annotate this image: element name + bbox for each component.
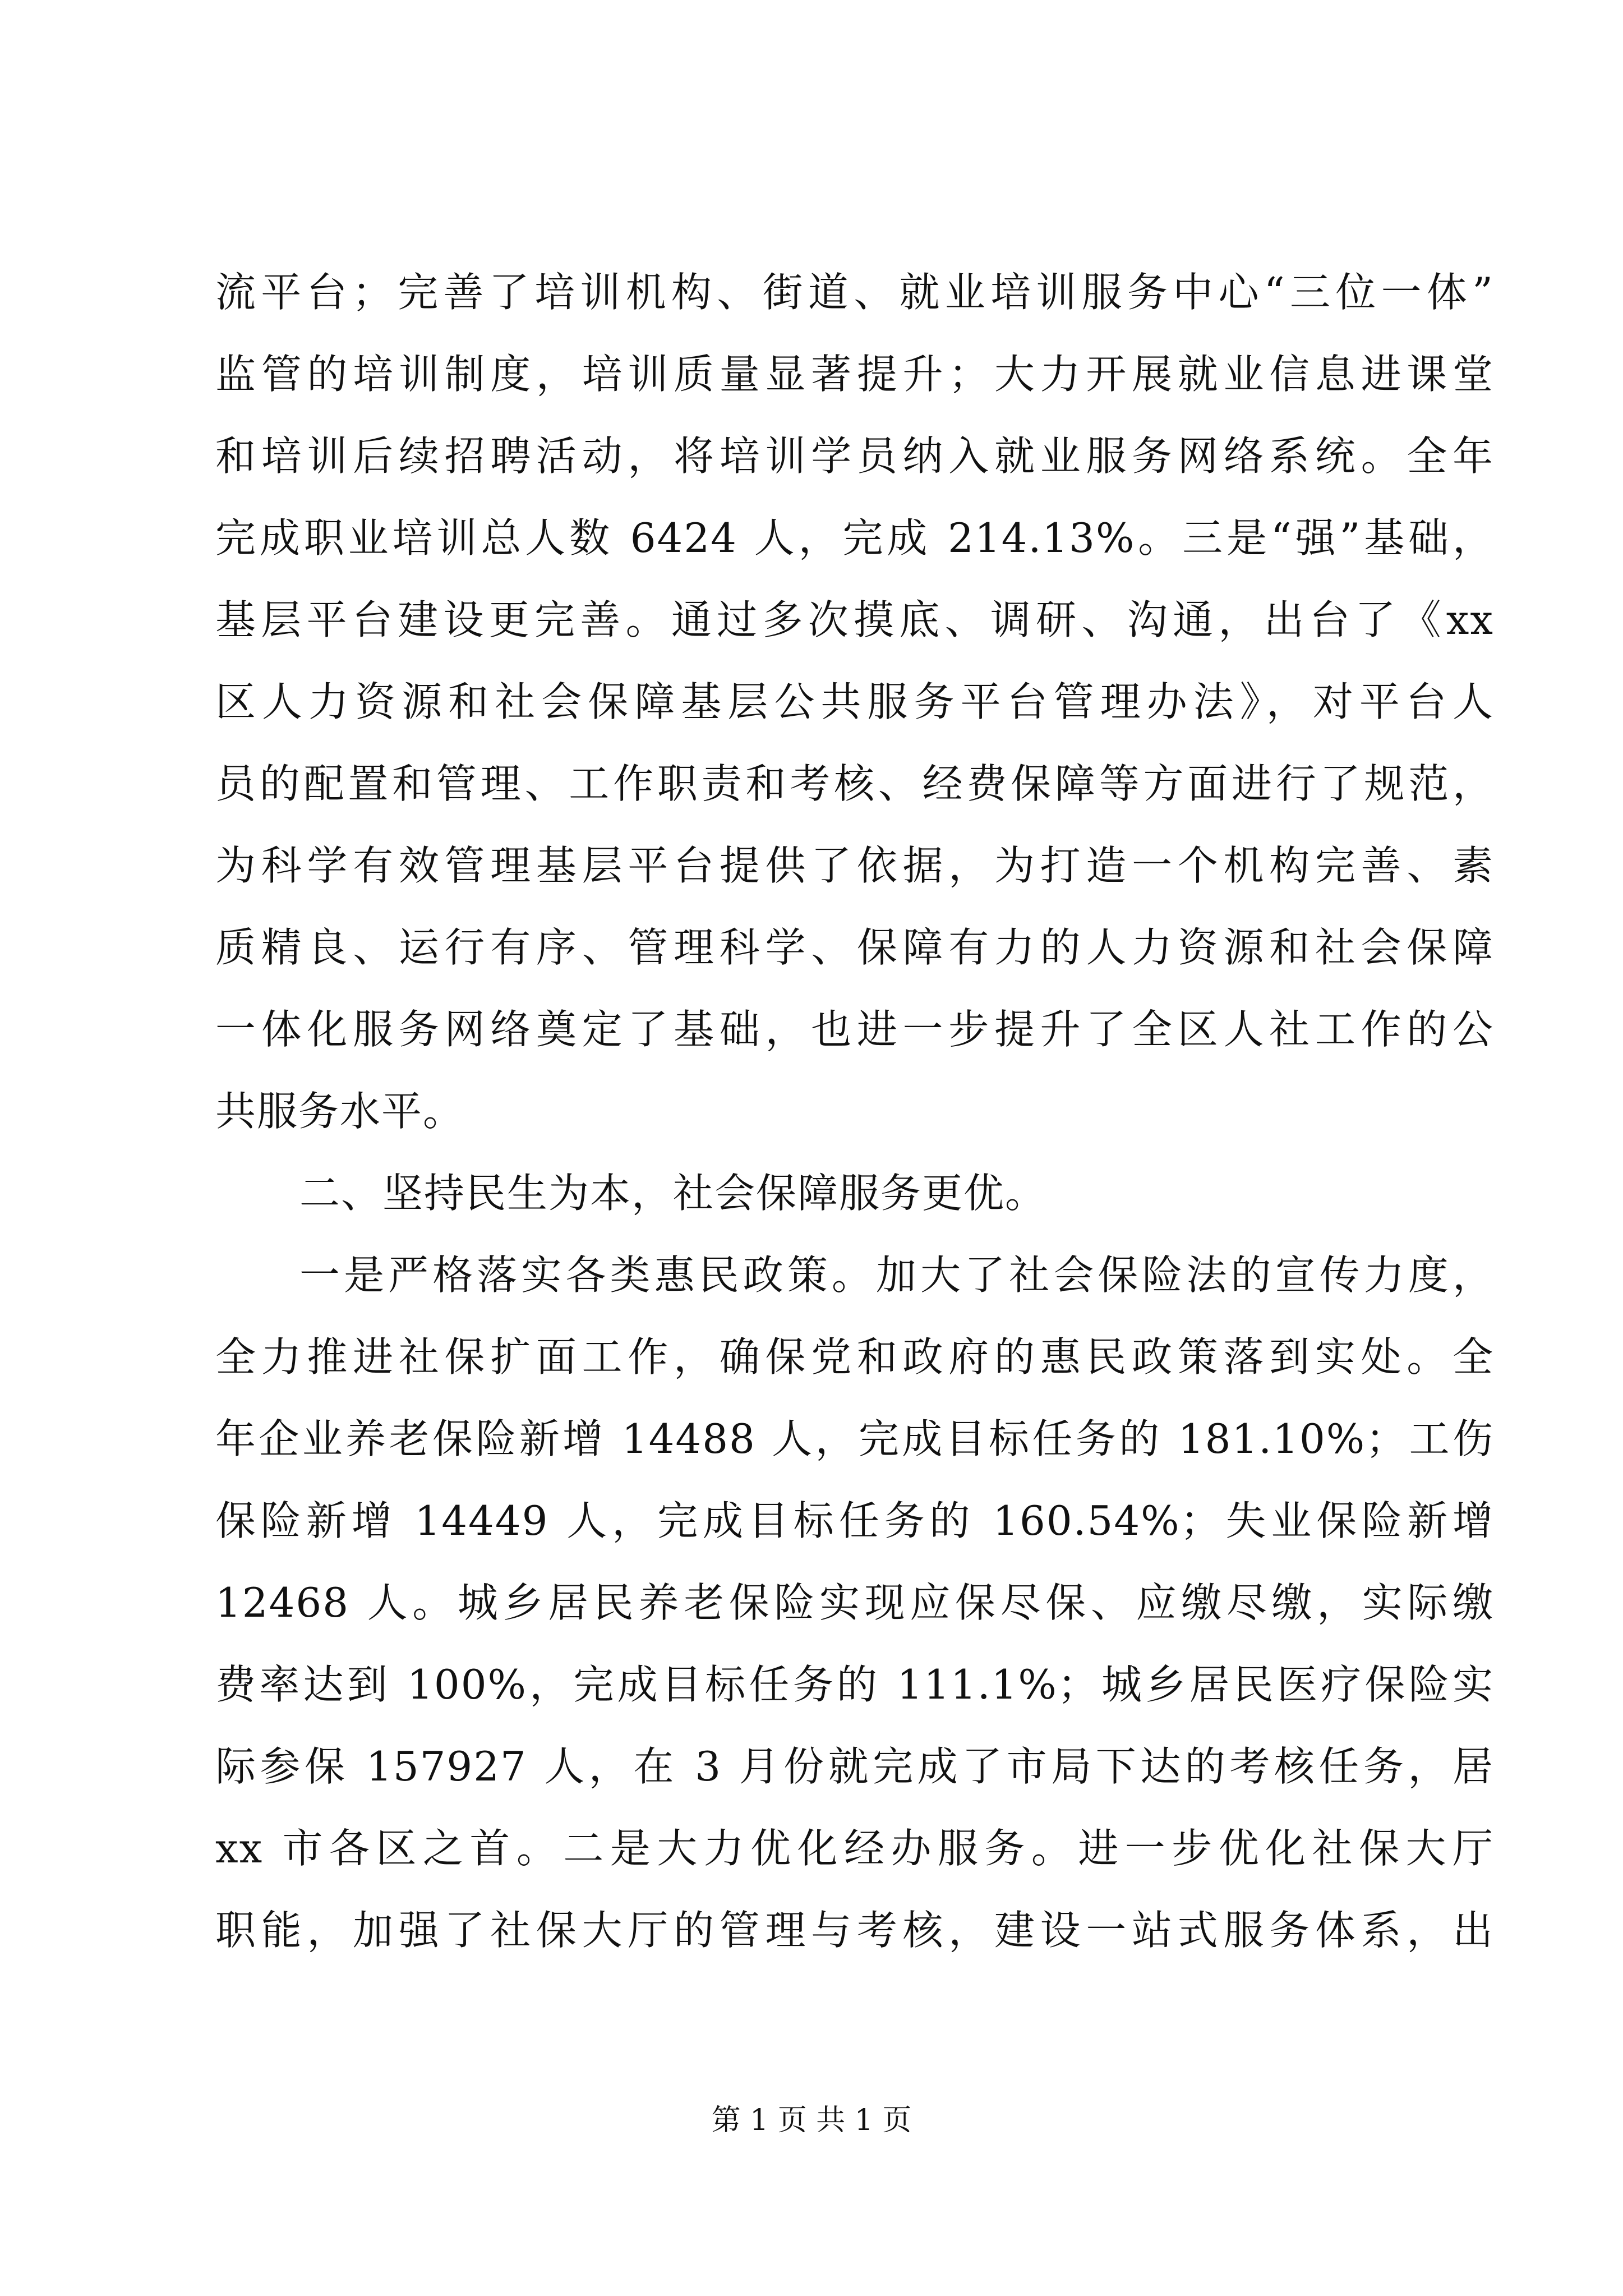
document-body [215, 251, 1494, 1971]
text-line: 12468 人。城乡居民养老保险实现应保尽保、应缴尽缴，实际缴 [215, 1579, 1494, 1626]
text-line: 和培训后续招聘活动，将培训学员纳入就业服务网络系统。全年 [215, 432, 1494, 480]
text-line: 质精良、运行有序、管理科学、保障有力的人力资源和社会保障 [215, 924, 1494, 971]
text-line: 一是严格落实各类惠民政策。加大了社会保险法的宣传力度， [299, 1251, 1494, 1299]
text-line: 年企业养老保险新增 14488 人，完成目标任务的 181.10%；工伤 [215, 1415, 1494, 1462]
text-line: 费率达到 100%，完成目标任务的 111.1%；城乡居民医疗保险实 [215, 1661, 1494, 1708]
text-line: 全力推进社保扩面工作，确保党和政府的惠民政策落到实处。全 [215, 1333, 1494, 1381]
text-line: 基层平台建设更完善。通过多次摸底、调研、沟通，出台了《xx [215, 596, 1494, 643]
text-line: 保险新增 14449 人，完成目标任务的 160.54%；失业保险新增 [215, 1497, 1494, 1544]
text-line: 一体化服务网络奠定了基础，也进一步提升了全区人社工作的公 [215, 1006, 1494, 1053]
text-line: 际参保 157927 人，在 3 月份就完成了市局下达的考核任务，居 [215, 1743, 1494, 1790]
text-line: 共服务水平。 [215, 1088, 465, 1135]
text-line: xx 市各区之首。二是大力优化经办服务。进一步优化社保大厅 [215, 1825, 1494, 1872]
text-line: 员的配置和管理、工作职责和考核、经费保障等方面进行了规范， [215, 760, 1494, 807]
section-heading: 二、坚持民生为本，社会保障服务更优。 [299, 1170, 1047, 1217]
text-line: 职能，加强了社保大厅的管理与考核，建设一站式服务体系，出 [215, 1907, 1494, 1954]
text-line: 完成职业培训总人数 6424 人，完成 214.13%。三是“强”基础， [215, 514, 1494, 562]
text-line: 流平台；完善了培训机构、街道、就业培训服务中心“三位一体” [215, 269, 1494, 316]
text-line: 监管的培训制度，培训质量显著提升；大力开展就业信息进课堂 [215, 351, 1494, 398]
page-footer: 第 1 页 共 1 页 [711, 2104, 912, 2137]
text-line: 为科学有效管理基层平台提供了依据，为打造一个机构完善、素 [215, 842, 1494, 889]
text-line: 区人力资源和社会保障基层公共服务平台管理办法》，对平台人 [215, 678, 1494, 725]
